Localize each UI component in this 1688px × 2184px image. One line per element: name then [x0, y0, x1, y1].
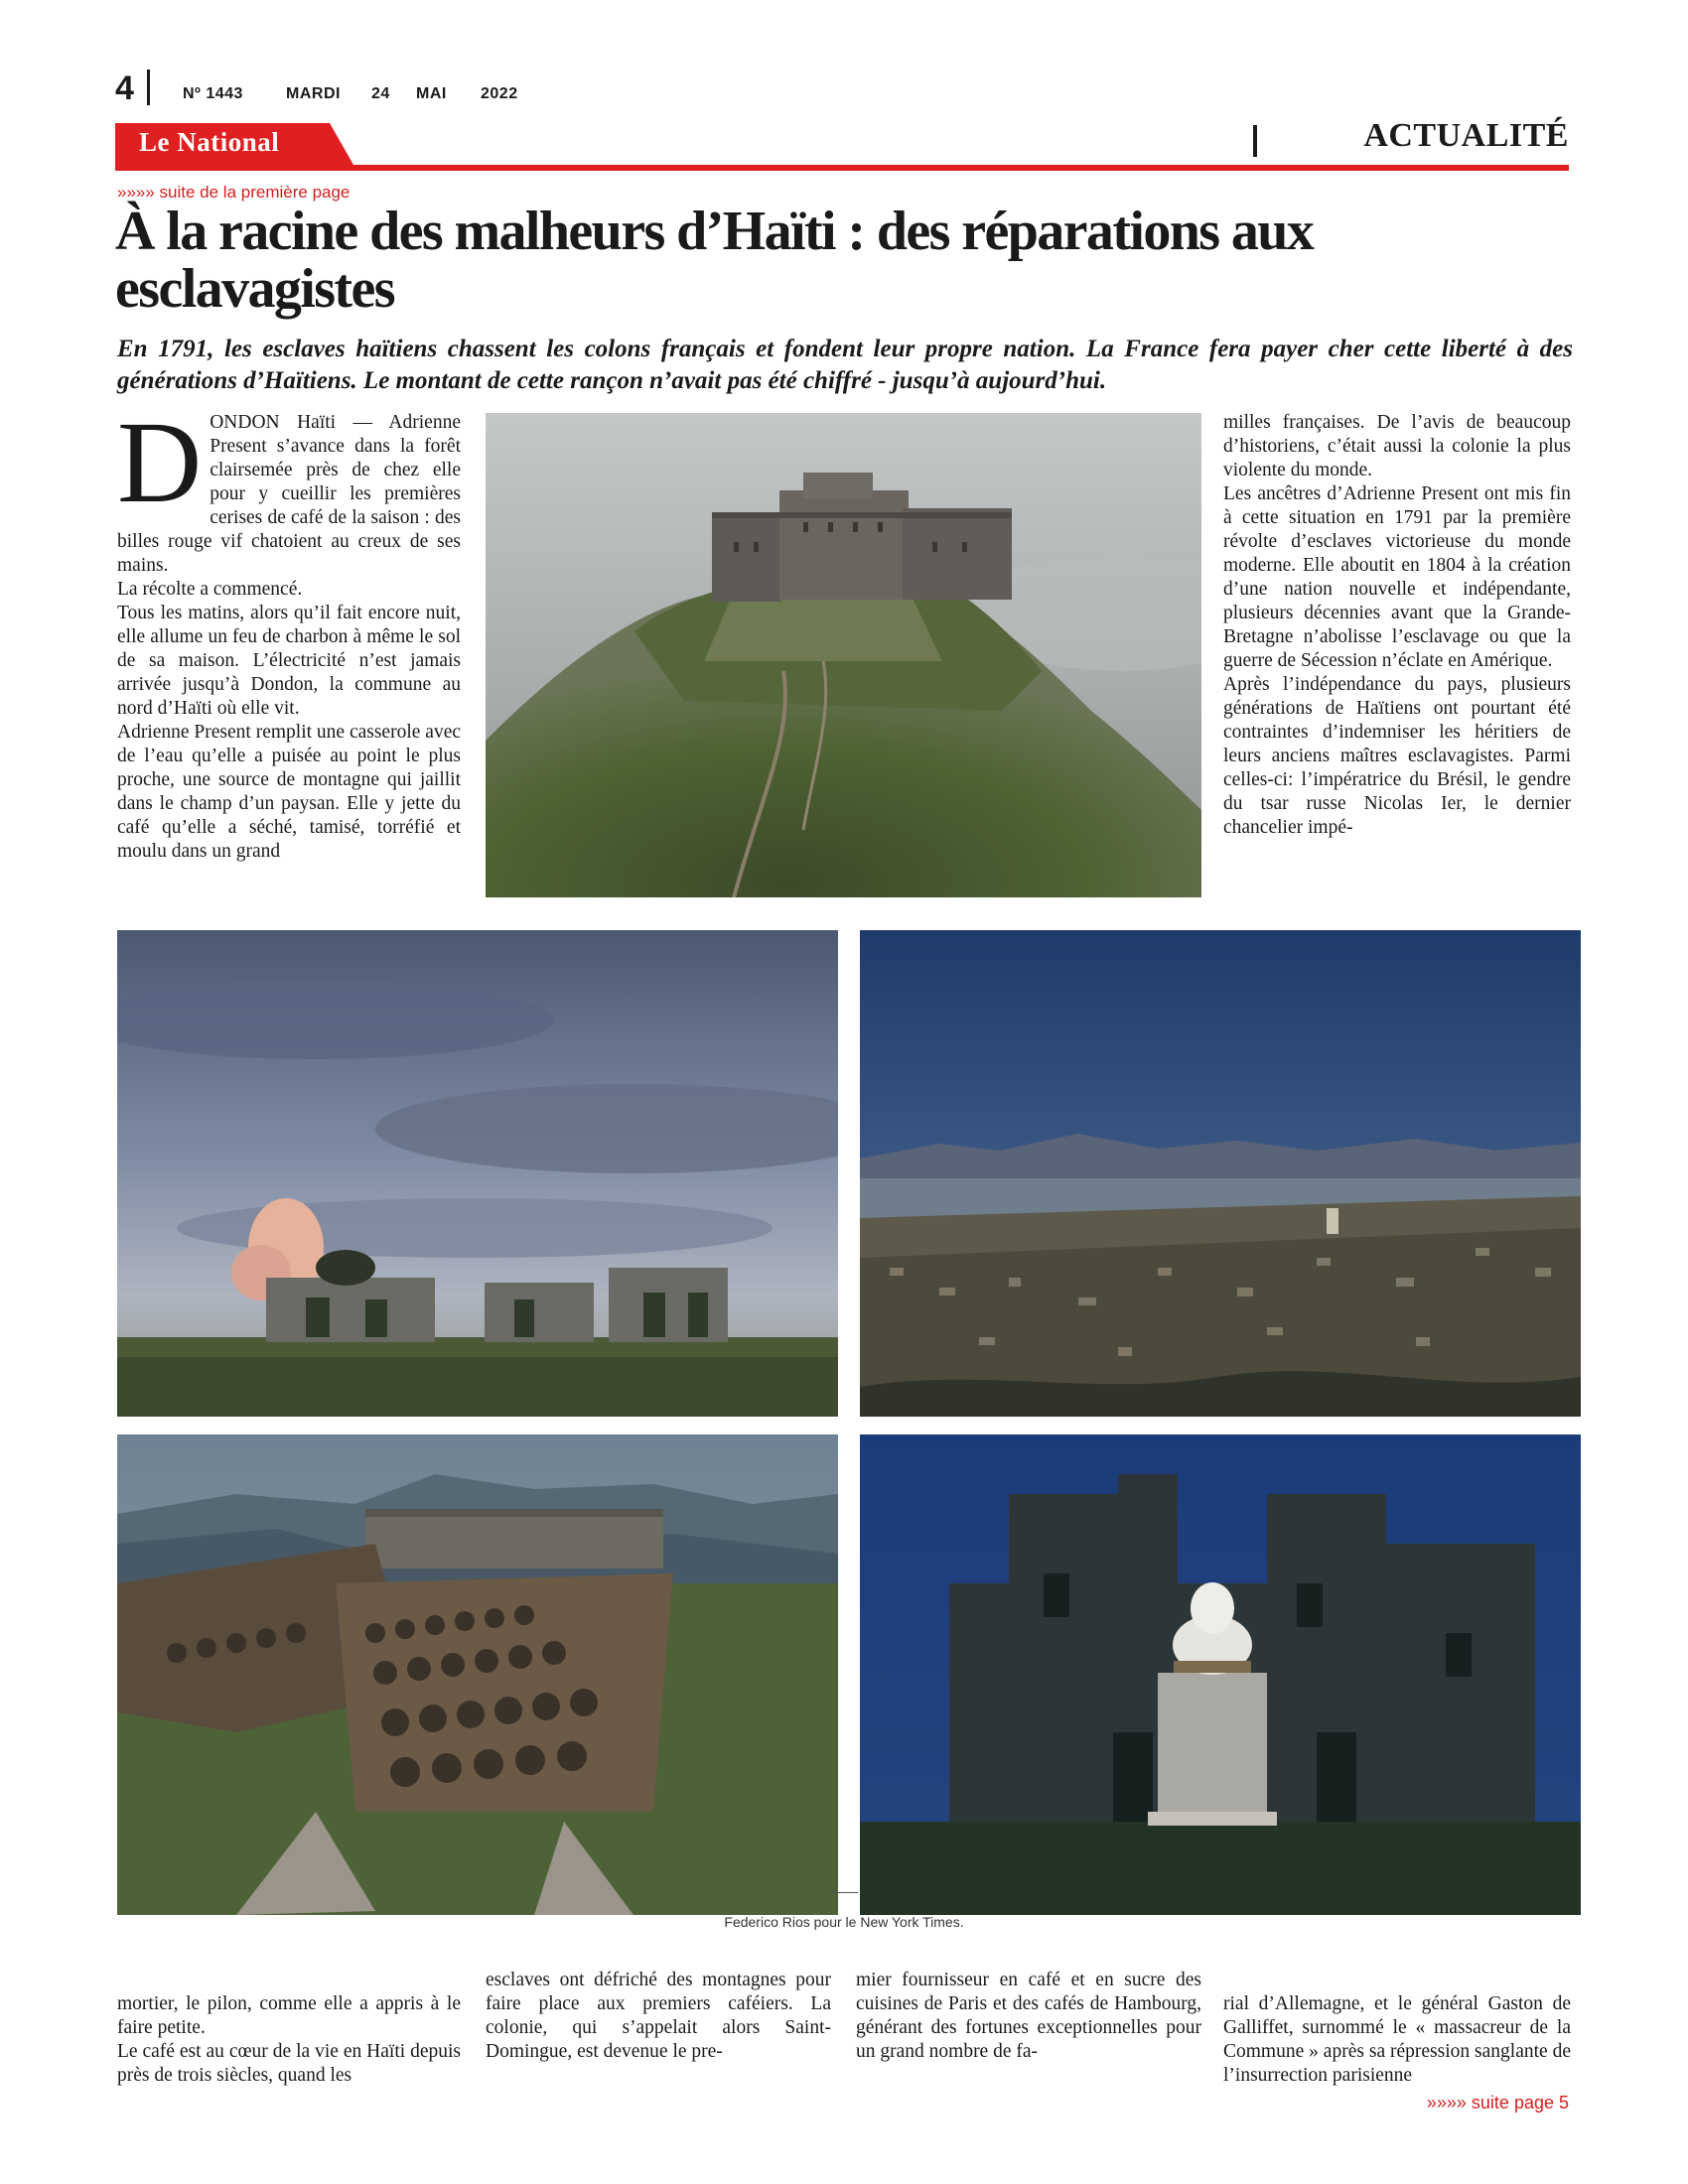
photo-credit: Federico Rios pour le New York Times. [724, 1914, 964, 1930]
paragraph: ONDON Haïti — Adrienne Present s’avance dans la forêt clairsemée près de chez elle pour y cueillir les premières cerises de café de la saison : des billes rouge vif chatoient au creux de ses mains. [117, 412, 461, 576]
article-column-1 [117, 397, 461, 864]
photo-ruins-sunset[interactable] [117, 930, 838, 1417]
paragraph: mortier, le pilon, comme elle a appris à le faire petite. [117, 1993, 461, 2038]
cannonballs-image [117, 1434, 838, 1915]
issue-number: Nº 1443 [183, 85, 243, 102]
article-bottom-column-4 [1223, 1992, 1571, 2088]
paragraph: Adrienne Present remplit une casserole avec de l’eau qu’elle a puisée au point le plus proche, une source de montagne qui jaillit dans le champ d’un paysan. Elle y jette du café qu’elle a séché, tamisé, torréfié et moulu dans un grand [117, 722, 461, 862]
city-image [860, 930, 1581, 1417]
photo-cannonballs[interactable] [117, 1434, 838, 1915]
bust-image [860, 1434, 1581, 1915]
paragraph: rial d’Allemagne, et le général Gaston de Galliffet, surnommé le « massacreur de la Commune » après sa répression sanglante de l’insurrection parisienne [1223, 1993, 1571, 2086]
article-bottom-column-1 [117, 1992, 461, 2088]
paragraph: milles françaises. De l’avis de beaucoup d’historiens, c’était aussi la colonie la plus violente du monde. [1223, 412, 1571, 480]
paragraph: Le café est au cœur de la vie en Haïti depuis près de trois siècles, quand les [117, 2041, 461, 2086]
article-column-3 [1223, 411, 1571, 840]
paragraph: La récolte a commencé. [117, 579, 303, 600]
issue-year: 2022 [481, 85, 518, 102]
section-divider [1253, 125, 1257, 157]
paragraph: Tous les matins, alors qu’il fait encore nuit, elle allume un feu de charbon à même le sol de sa maison. L’électricité n’est jamais arrivée jusqu’à Dondon, la commune au nord d’Haïti où elle vit. [117, 603, 461, 719]
photo-bust-night[interactable] [860, 1434, 1581, 1915]
caption-rule [830, 1892, 858, 1893]
paragraph: esclaves ont défriché des montagnes pour faire place aux premiers caféiers. La colonie, qui s’appelait alors Saint-Domingue, est devenue le pre- [486, 1970, 831, 2062]
headline: À la racine des malheurs d’Haïti : des réparations aux esclavagistes [115, 201, 1314, 320]
paragraph: Les ancêtres d’Adrienne Present ont mis fin à cette situation en 1791 par la première révolte d’esclaves victorieuse du monde moderne. Elle aboutit en 1804 à la création d’une nation nouvelle et indépendante, plusieurs décennies avant que la Grande-Bretagne n’abolisse l’esclavage ou que la guerre de Sécession n’éclate en Amérique. [1223, 483, 1571, 671]
header-rule [115, 165, 1569, 171]
citadel-image [486, 413, 1201, 897]
issue-day: MARDI [286, 85, 341, 102]
brand-logo[interactable]: Le National [139, 127, 280, 157]
page-number-divider [147, 69, 150, 105]
continued-to-link[interactable]: »»»» suite page 5 [1426, 2093, 1569, 2113]
issue-month: MAI [416, 85, 447, 102]
page-number: 4 [115, 69, 134, 107]
ruins-image [117, 930, 838, 1417]
photo-citadel-fog[interactable] [486, 413, 1201, 897]
article-bottom-column-3 [856, 1969, 1201, 2064]
continued-from-link[interactable]: »»»» suite de la première page [117, 183, 351, 202]
photo-city-bay[interactable] [860, 930, 1581, 1417]
paragraph: Après l’indépendance du pays, plusieurs générations de Haïtiens ont pourtant été contraintes d’indemniser les héritiers de leurs anciens maîtres esclavagistes. Parmi celles-ci: l’impératrice du Brésil, le gendre du tsar russe Nicolas Ier, le dernier chancelier impé- [1223, 674, 1571, 838]
section-title[interactable]: ACTUALITÉ [1363, 117, 1569, 154]
deck: En 1791, les esclaves haïtiens chassent les colons français et fondent leur propre nation. La France fera payer cher cette liberté à des générations d’Haïtiens. Le montant de cette rançon n’avait pas été chiffré - jusqu’à aujourd’hui. [117, 336, 1573, 394]
article-bottom-column-2 [486, 1969, 831, 2064]
dropcap: D [117, 397, 203, 527]
issue-date-day: 24 [371, 85, 390, 102]
paragraph: mier fournisseur en café et en sucre des cuisines de Paris et des cafés de Hambourg, générant des fortunes exceptionnelles pour un grand nombre de fa- [856, 1970, 1201, 2062]
